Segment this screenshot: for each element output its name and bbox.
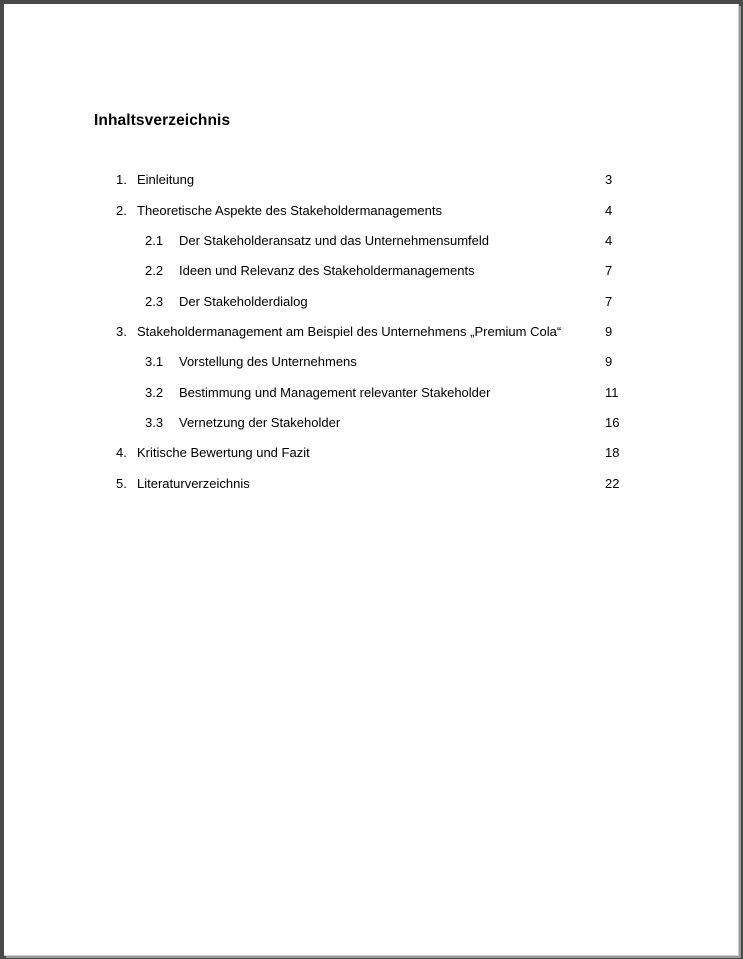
toc-entry[interactable]	[4, 170, 738, 190]
toc-subentry[interactable]	[4, 261, 738, 281]
toc-entry-page: 7	[605, 294, 613, 309]
toc-entry[interactable]	[4, 443, 738, 463]
toc-entry[interactable]	[4, 201, 738, 221]
toc-entry-number: 4.	[116, 445, 127, 460]
toc-entry-page: 9	[605, 324, 613, 339]
toc-entry-number: 3.3	[145, 415, 164, 430]
toc-entry-page: 7	[605, 263, 613, 278]
toc-subentry[interactable]	[4, 413, 738, 433]
toc-entry-title: Vernetzung der Stakeholder	[179, 415, 341, 430]
toc-entry-title: Einleitung	[137, 172, 195, 187]
toc-entry-number: 2.	[116, 203, 127, 218]
toc-subentry[interactable]	[4, 231, 738, 251]
toc-entry-title: Vorstellung des Unternehmens	[179, 354, 357, 369]
toc-subentry[interactable]	[4, 352, 738, 372]
toc-entry-page: 18	[605, 445, 620, 460]
toc-heading: Inhaltsverzeichnis	[94, 112, 231, 129]
toc-entry-page: 4	[605, 233, 613, 248]
toc-entry-number: 2.3	[145, 294, 164, 309]
toc-entry-title: Kritische Bewertung und Fazit	[137, 445, 310, 460]
toc-entry-number: 2.1	[145, 233, 164, 248]
toc-entry-title: Der Stakeholderdialog	[179, 294, 308, 309]
toc-entry-number: 3.1	[145, 354, 164, 369]
toc-entry-page: 16	[605, 415, 620, 430]
toc-entry-number: 3.	[116, 324, 127, 339]
toc-entry-page: 11	[605, 385, 619, 400]
toc-entry[interactable]	[4, 474, 738, 494]
toc-entry-page: 9	[605, 354, 613, 369]
toc-entry-title: Stakeholdermanagement am Beispiel des Unternehmens „Premium Cola“	[137, 324, 562, 339]
toc-subentry[interactable]	[4, 292, 738, 312]
toc-entry-title: Bestimmung und Management relevanter Stakeholder	[179, 385, 491, 400]
toc-subentry[interactable]	[4, 383, 738, 403]
toc-entry-title: Literaturverzeichnis	[137, 476, 250, 491]
toc-entry-page: 3	[605, 172, 613, 187]
toc-entry-title: Theoretische Aspekte des Stakeholdermanagements	[137, 203, 442, 218]
toc-entry-number: 5.	[116, 476, 127, 491]
toc-entry-title: Der Stakeholderansatz und das Unternehmensumfeld	[179, 233, 490, 248]
toc-entry-page: 22	[605, 476, 620, 491]
toc-entry[interactable]	[4, 322, 738, 342]
toc-entry-number: 3.2	[145, 385, 164, 400]
document-page	[4, 4, 739, 956]
toc-entry-title: Ideen und Relevanz des Stakeholdermanagements	[179, 263, 475, 278]
toc-entry-number: 2.2	[145, 263, 164, 278]
toc-entry-number: 1.	[116, 172, 127, 187]
toc-entry-page: 4	[605, 203, 613, 218]
